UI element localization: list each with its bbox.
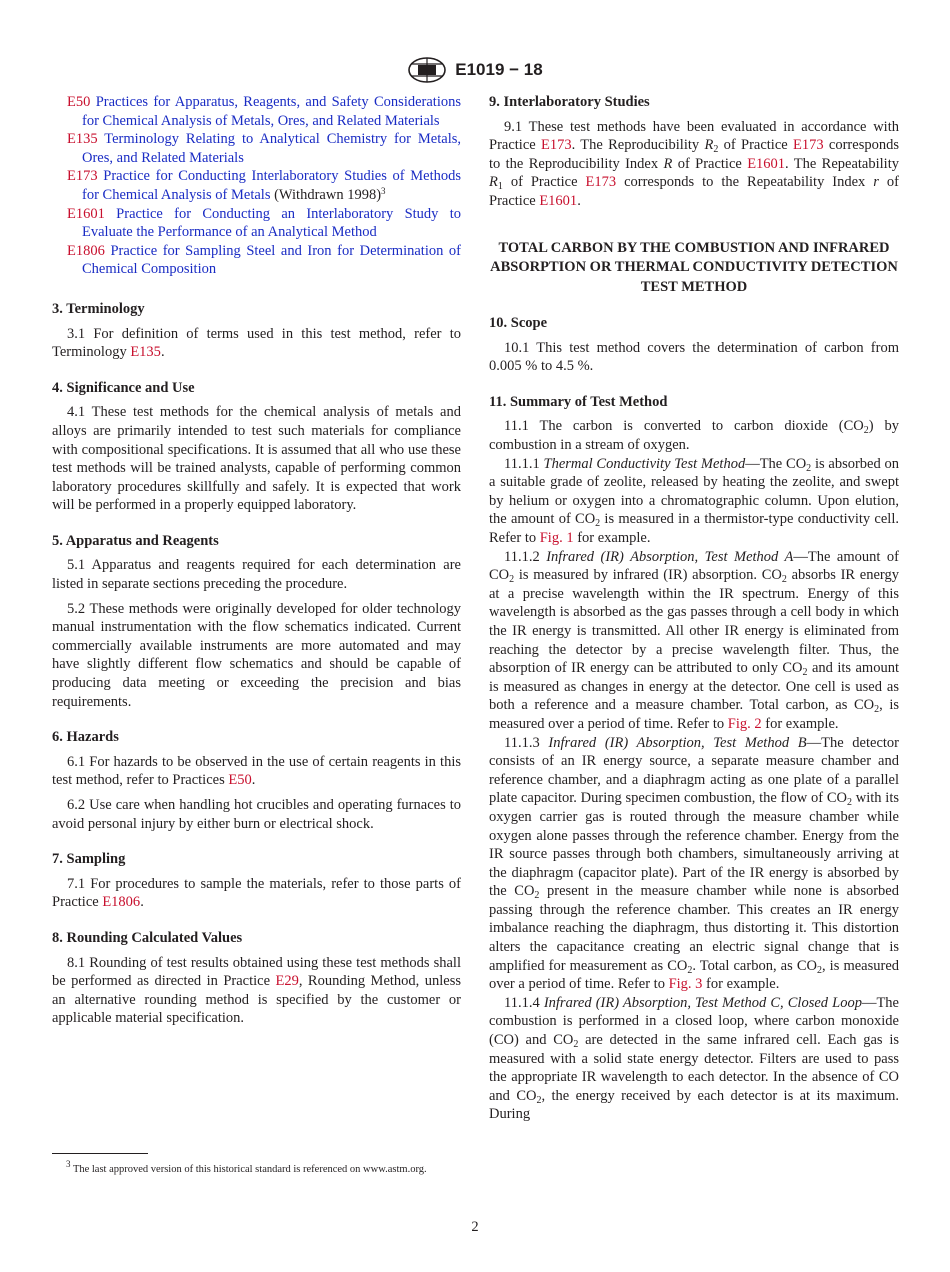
reference-item xyxy=(52,93,461,130)
reference-link-e173[interactable]: E173 xyxy=(67,168,98,185)
paragraph-11-1: 11.1 The carbon is converted to carbon dioxide $(CO_2)$ by combustion in a stream of oxygen. xyxy=(489,418,899,454)
section-10-heading: 10. Scope xyxy=(489,315,547,332)
reference-link-e50[interactable]: E50 xyxy=(67,94,91,110)
reference-link-e1806[interactable]: E1806 xyxy=(67,242,105,259)
page-number: 2 xyxy=(471,1219,479,1235)
reference-item xyxy=(52,242,461,279)
section-11-heading: 11. Summary of Test Method xyxy=(489,393,668,410)
link-fig-3[interactable]: Fig. 3 xyxy=(668,976,703,993)
section-6-heading: 6. Hazards xyxy=(52,729,119,746)
reference-link-e1601[interactable]: E1601 xyxy=(67,205,105,222)
right-column xyxy=(489,93,899,1124)
link-e173[interactable]: E173 xyxy=(541,137,572,154)
paragraph-6-1: 6.1 For hazards to be observed in the use of certain reagents in this test method, refer to Practices E50. xyxy=(52,753,461,789)
document-designation: E1019 − 18 xyxy=(455,60,543,79)
footnote xyxy=(52,1159,461,1177)
reference-title-link[interactable]: Practice for Conducting an Interlaboratory Study to Evaluate the Performance of an Analytical Method xyxy=(82,205,462,241)
reference-title-link[interactable]: Terminology Relating to Analytical Chemistry for Metals, Ores, and Related Materials xyxy=(82,131,461,166)
paragraph-7-1: 7.1 For procedures to sample the materials, refer to those parts of Practice E1806. xyxy=(52,875,461,911)
link-e173[interactable]: E173 xyxy=(793,137,824,154)
link-fig-1[interactable]: Fig. 1 xyxy=(539,530,574,546)
paragraph-4-1: 4.1 These test methods for the chemical analysis of metals and alloys are primarily intended to test such materials for compliance with compositional specifications. It is assumed that all who use these test methods will be trained analysts, capable of performing common laboratory procedures skillfully and safely. It is expected that work will be performed in a properly equipped laboratory. xyxy=(52,404,461,514)
link-e135[interactable]: E135 xyxy=(130,344,161,361)
section-3-heading: 3. Terminology xyxy=(52,300,145,317)
footnote-marker: 3 xyxy=(66,1159,71,1169)
paragraph-11-1-1: 11.1.1 Thermal Conductivity Test Method—The $CO_2$ is absorbed on a suitable grade of zeolite, released by heating the zeolite, and swept by helium or oxygen into a chromatographic column. Upon elution, the amount of $CO_2$ is measured in a thermistor-type conductivity cell. Refer to Fig. 1 for example. xyxy=(489,455,900,546)
link-e1601[interactable]: E1601 xyxy=(539,192,578,209)
paragraph-8-1: 8.1 Rounding of test results obtained using these test methods shall be performed as directed in Practice E29, Rounding Method, unless an alternative rounding method is specified by the customer or applicable material specification. xyxy=(52,954,461,1027)
paragraph-11-1-4: 11.1.4 Infrared (IR) Absorption, Test Method C, Closed Loop—The combustion is performed in a closed loop, where carbon monoxide (CO) and $CO_2$ are detected in the same infrared cell. Each gas is measured with a solid state energy detector. Filters are used to pass the appropriate IR wavelength to each detector. In the absence of CO and $CO_2$, the energy received by each detector is at its maximum. During xyxy=(489,994,899,1123)
section-8-heading: 8. Rounding Calculated Values xyxy=(52,929,243,946)
astm-logo-icon xyxy=(407,56,447,84)
paragraph-5-2: 5.2 These methods were originally developed for older technology manual instrumentation with the flow schematics indicated. Current commercially available instruments are more automated and may have slightly different flow schematics and should be capable of producing data meeting or exceeding the precision and bias requirements. xyxy=(52,600,461,710)
link-e29[interactable]: E29 xyxy=(275,973,299,990)
paragraph-11-1-3: 11.1.3 Infrared (IR) Absorption, Test Method B—The detector consists of an IR energy source, a separate measure chamber and reference chamber, and a diaphragm acting as one plate of a parallel plate capacitor. During specimen combustion, the flow of $CO_2$ with its oxygen carrier gas is routed through the measure chamber while oxygen alone passes through the reference chamber. Energy from the IR source passes through both chambers, simultaneously arriving at the diaphragm (capacitor plate). Part of the IR energy is absorbed by the $CO_2$ present in the measure chamber while none is absorbed passing through the reference chamber. This creates an IR energy imbalance reaching the diaphragm, thus distorting it. This distortion alters the capacitance creating an electric signal change that is amplified for measurement as $CO_2$. Total carbon, as $CO_2$, is measured over a period of time. Refer to Fig. 3 for example. xyxy=(489,734,900,993)
reference-title-link[interactable]: Practice for Sampling Steel and Iron for Determination of Chemical Composition xyxy=(82,242,462,278)
paragraph-3-1: 3.1 For definition of terms used in this test method, refer to Terminology E135. xyxy=(52,325,461,361)
paragraph-11-1-2: 11.1.2 Infrared (IR) Absorption, Test Method A—The amount of $CO_2$ is measured by infrared (IR) absorption. $CO_2$ absorbs IR energy at a precise wavelength within the IR spectrum. Energy of this wavelength is absorbed as the gas passes through a cell body in which the IR energy is transmitted. All other IR energy is eliminated from reaching the detector by a precise wavelength filter. Thus, the absorption of IR energy can be attributed to only $CO_2$ and its amount is measured as changes in energy at the detector. One cell is used as both a reference and a measure chamber. Total carbon, as $CO_2$, is measured over a period of time. Refer to Fig. 2 for example. xyxy=(489,548,899,732)
reference-item xyxy=(52,167,461,204)
section-7-heading: 7. Sampling xyxy=(52,851,126,868)
reference-link-e135[interactable]: E135 xyxy=(67,131,98,148)
referenced-documents-list xyxy=(52,93,461,279)
test-method-title: TOTAL CARBON BY THE COMBUSTION AND INFRARED ABSORPTION OR THERMAL CONDUCTIVITY DETECTION TEST METHOD xyxy=(490,239,898,295)
footnote-text: The last approved version of this historical standard is referenced on www.astm.org. xyxy=(72,1164,427,1175)
withdrawn-note: (Withdrawn 1998) xyxy=(270,186,382,203)
footnote-divider xyxy=(52,1153,148,1154)
section-5-heading: 5. Apparatus and Reagents xyxy=(52,532,219,549)
paragraph-10-1: 10.1 This test method covers the determination of carbon from 0.005 % to 4.5 %. xyxy=(489,339,899,375)
left-column xyxy=(52,93,461,1034)
section-4-heading: 4. Significance and Use xyxy=(52,379,195,396)
reference-item xyxy=(52,130,461,167)
paragraph-9-1: 9.1 These test methods have been evaluated in accordance with Practice E173. The Reproducibility $R_2$ of Practice E173 corresponds to the Reproducibility Index R of Practice E1601. The Repeatability $R_1$ of Practice E173 corresponds to the Repeatability Index r of Practice E1601. xyxy=(489,118,899,209)
link-fig-2[interactable]: Fig. 2 xyxy=(727,715,762,732)
link-e1601[interactable]: E1601 xyxy=(747,155,786,172)
link-e173[interactable]: E173 xyxy=(585,174,617,191)
reference-title-link[interactable]: Practice for Conducting Interlaboratory Studies of Methods for Chemical Analysis of Metals xyxy=(82,168,461,203)
footnote-marker: 3 xyxy=(381,185,386,196)
link-e1806[interactable]: E1806 xyxy=(102,894,141,911)
section-9-heading: 9. Interlaboratory Studies xyxy=(489,94,650,110)
reference-title-link[interactable]: Practices for Apparatus, Reagents, and Safety Considerations for Chemical Analysis of Metals, Ores, and Related Materials xyxy=(82,94,461,129)
paragraph-6-2: 6.2 Use care when handling hot crucibles and operating furnaces to avoid personal injury by either burn or electrical shock. xyxy=(52,797,461,832)
reference-item xyxy=(52,205,461,242)
link-e50[interactable]: E50 xyxy=(228,772,252,789)
paragraph-5-1: 5.1 Apparatus and reagents required for each determination are listed in separate sections preceding the procedure. xyxy=(52,557,461,593)
page-header xyxy=(0,56,950,84)
